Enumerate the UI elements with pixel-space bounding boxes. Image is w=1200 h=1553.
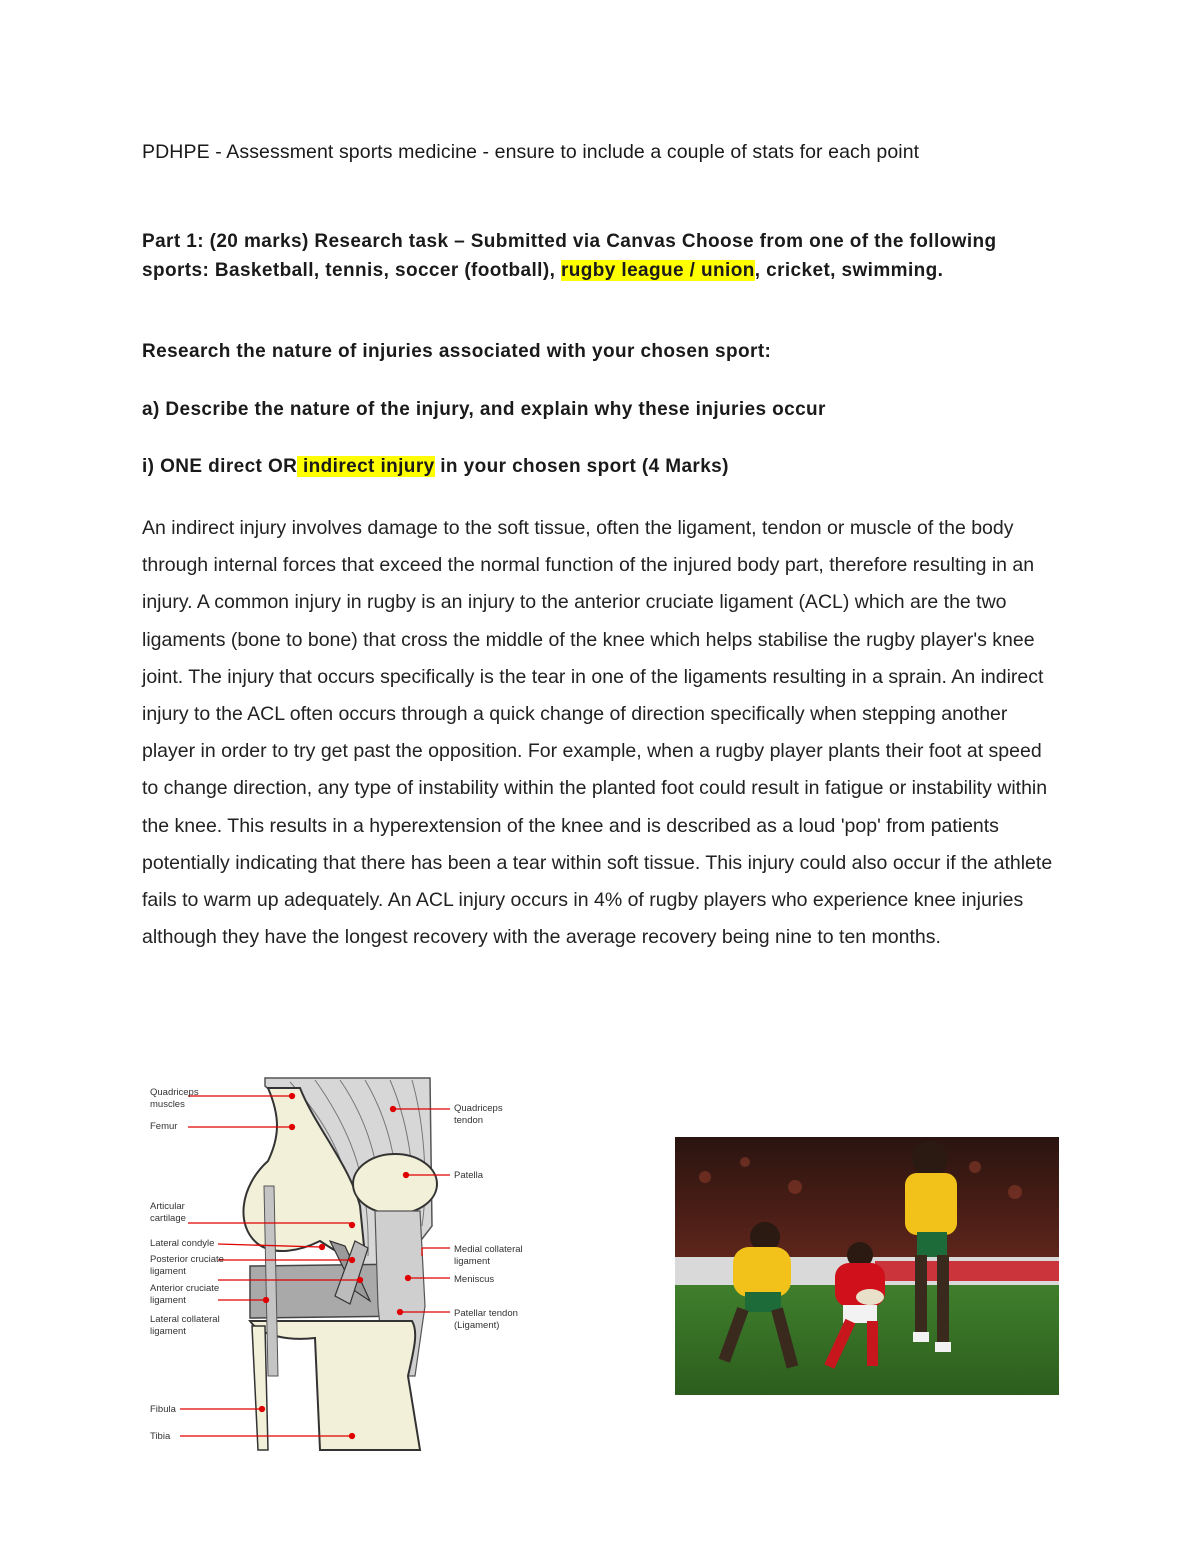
rugby-photo: [675, 1137, 1059, 1395]
label-posterior-ligament: ligament: [150, 1266, 186, 1277]
part1-prefix: Part 1: (20 marks) Research task – Submitted via Canvas Choose from one of the following sports: Basketball, tennis, soccer (football),: [142, 231, 997, 281]
label-lateral-collateral: Lateral collateral: [150, 1314, 220, 1325]
label-patellar-tendon: Patellar tendon: [454, 1308, 518, 1319]
label-anterior-ligament: ligament: [150, 1295, 186, 1306]
patella-bone: [353, 1154, 437, 1214]
label-articular: Articular: [150, 1201, 185, 1212]
label-lateral-condyle: Lateral condyle: [150, 1238, 215, 1249]
label-tendon: tendon: [454, 1115, 484, 1126]
part1-highlight: rugby league / union: [560, 259, 755, 281]
knee-anatomy-diagram: [140, 1076, 540, 1452]
advertising-board-red: [875, 1261, 1059, 1281]
body-paragraph: [142, 510, 1062, 956]
document-title: PDHPE - Assessment sports medicine - ensure to include a couple of stats for each point: [142, 141, 920, 163]
body-text: An indirect injury involves damage to the soft tissue, often the ligament, tendon or muscle of the body through internal forces that exceed the normal function of the injured body part, therefore resulting in an injury. A common injury in rugby is an injury to the anterior cruciate ligament (ACL) which are the two ligaments (bone to bone) that cross the middle of the knee which helps stabilise the rugby player's knee joint. The injury that occurs specifically is the tear in one of the ligaments resulting in a sprain. An indirect injury to the ACL often occurs through a quick change of direction specifically when stepping another player in order to try get past the opposition. For example, when a rugby player plants their foot at speed to change direction, any type of instability within the planted foot could result in fatigue or instability within the knee. This results in a hyperextension of the knee and is described as a loud 'pop' from patients potentially indicating that there has been a tear within soft tissue. This injury could also occur if the athlete fails to warm up adequately. An ACL injury occurs in 4% of rugby players who experience knee injuries although they have the longest recovery with the average recovery being nine to ten months.: [142, 517, 1053, 949]
knee-right-labels: [454, 1103, 523, 1331]
part1-suffix: , cricket, swimming.: [754, 259, 944, 281]
label-lateral-ligament: ligament: [150, 1326, 186, 1337]
label-cartilage: cartilage: [150, 1213, 186, 1224]
knee-left-labels: [150, 1087, 224, 1442]
question-i-highlight: indirect injury: [297, 456, 435, 477]
label-quadriceps-tendon: Quadriceps: [454, 1103, 503, 1114]
question-a: a) Describe the nature of the injury, and explain why these injuries occur: [142, 399, 826, 420]
label-posterior-cruciate: Posterior cruciate: [150, 1254, 224, 1265]
label-medial-ligament: ligament: [454, 1256, 490, 1267]
part1-heading: [142, 228, 1042, 285]
rugby-players-photo-icon: [675, 1137, 1059, 1395]
knee-diagram-svg: [140, 1076, 540, 1452]
research-heading: Research the nature of injuries associated with your chosen sport:: [142, 341, 772, 362]
question-i: [142, 456, 729, 478]
label-femur: Femur: [150, 1121, 178, 1132]
label-anterior-cruciate: Anterior cruciate: [150, 1283, 220, 1294]
label-meniscus: Meniscus: [454, 1274, 495, 1285]
label-patella: Patella: [454, 1170, 484, 1181]
label-quadriceps: Quadriceps: [150, 1087, 199, 1098]
label-tibia: Tibia: [150, 1431, 171, 1442]
label-fibula: Fibula: [150, 1404, 176, 1415]
label-muscles: muscles: [150, 1099, 185, 1110]
question-i-prefix: i) ONE direct OR: [142, 456, 298, 477]
label-medial-collateral: Medial collateral: [454, 1244, 523, 1255]
label-patellar-ligament: (Ligament): [454, 1320, 500, 1331]
question-i-suffix: in your chosen sport (4 Marks): [434, 456, 729, 477]
fibula-bone: [252, 1326, 268, 1450]
